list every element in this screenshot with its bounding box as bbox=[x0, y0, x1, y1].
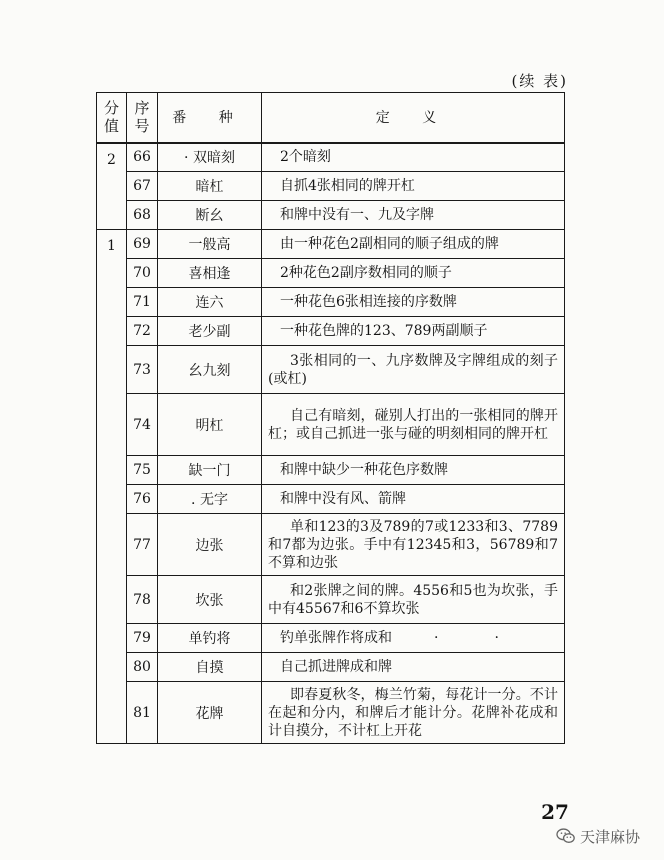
header-definition: 定 义 bbox=[262, 93, 565, 143]
table-row bbox=[97, 682, 565, 744]
definition-cell: 和2张牌之间的牌。4556和5也为坎张，手中有45567和6不算坎张 bbox=[262, 576, 565, 624]
name-cell: 连六 bbox=[158, 288, 262, 317]
name-cell: 断幺 bbox=[158, 201, 262, 230]
watermark bbox=[556, 824, 640, 848]
wechat-icon bbox=[556, 827, 576, 845]
name-cell: 明杠 bbox=[158, 394, 262, 456]
number-cell: 81 bbox=[127, 682, 158, 744]
definition-cell: 一种花色牌的123、789两副顺子 bbox=[262, 317, 565, 346]
number-cell: 69 bbox=[127, 230, 158, 259]
name-cell: 一般高 bbox=[158, 230, 262, 259]
name-cell: . 无字 bbox=[158, 485, 262, 514]
name-cell: 花牌 bbox=[158, 682, 262, 744]
points-cell: 2 bbox=[97, 143, 127, 230]
header-number bbox=[127, 93, 158, 143]
table-header-row bbox=[97, 93, 565, 143]
number-cell: 73 bbox=[127, 346, 158, 394]
table-row bbox=[97, 576, 565, 624]
table-row bbox=[97, 624, 565, 653]
continuation-label: (续 表) bbox=[511, 72, 568, 90]
header-points bbox=[97, 93, 127, 143]
watermark-text: 天津麻协 bbox=[580, 827, 641, 846]
number-cell: 68 bbox=[127, 201, 158, 230]
table-row bbox=[97, 346, 565, 394]
definition-cell: 单和123的3及789的7或1233和3、7789和7都为边张。手中有12345和3，56789和7不算和边张 bbox=[262, 514, 565, 576]
name-cell: 喜相逢 bbox=[158, 259, 262, 288]
table-body bbox=[97, 143, 565, 744]
table-row bbox=[97, 143, 565, 172]
number-cell: 71 bbox=[127, 288, 158, 317]
table-row bbox=[97, 172, 565, 201]
name-cell: 单钓将 bbox=[158, 624, 262, 653]
name-cell: 暗杠 bbox=[158, 172, 262, 201]
name-cell: 老少副 bbox=[158, 317, 262, 346]
definition-cell: 和牌中没有风、箭牌 bbox=[262, 485, 565, 514]
name-cell: 边张 bbox=[158, 514, 262, 576]
definition-cell: 自己抓进牌成和牌 bbox=[262, 653, 565, 682]
name-cell: 自摸 bbox=[158, 653, 262, 682]
number-cell: 76 bbox=[127, 485, 158, 514]
number-cell: 79 bbox=[127, 624, 158, 653]
name-cell: · 双暗刻 bbox=[158, 143, 262, 172]
definition-cell: 2种花色2副序数相同的顺子 bbox=[262, 259, 565, 288]
number-cell: 67 bbox=[127, 172, 158, 201]
table-row bbox=[97, 259, 565, 288]
definition-cell: 和牌中没有一、九及字牌 bbox=[262, 201, 565, 230]
number-cell: 78 bbox=[127, 576, 158, 624]
header-points-label: 分值 bbox=[103, 99, 119, 136]
definition-cell: 一种花色6张相连接的序数牌 bbox=[262, 288, 565, 317]
name-cell: 坎张 bbox=[158, 576, 262, 624]
table-row bbox=[97, 201, 565, 230]
definition-cell: 由一种花色2副相同的顺子组成的牌 bbox=[262, 230, 565, 259]
definition-cell: 和牌中缺少一种花色序数牌 bbox=[262, 456, 565, 485]
number-cell: 70 bbox=[127, 259, 158, 288]
definition-cell: 2个暗刻 bbox=[262, 143, 565, 172]
table-row bbox=[97, 456, 565, 485]
definition-cell: 即春夏秋冬，梅兰竹菊，每花计一分。不计在起和分内，和牌后才能计分。花牌补花成和计自摸分，不计杠上开花 bbox=[262, 682, 565, 744]
table-row bbox=[97, 485, 565, 514]
table-row bbox=[97, 394, 565, 456]
table-row bbox=[97, 653, 565, 682]
header-name: 番 种 bbox=[158, 93, 262, 143]
number-cell: 66 bbox=[127, 143, 158, 172]
table-row bbox=[97, 514, 565, 576]
number-cell: 80 bbox=[127, 653, 158, 682]
table-row bbox=[97, 230, 565, 259]
scoring-table bbox=[96, 92, 565, 744]
number-cell: 72 bbox=[127, 317, 158, 346]
header-number-label: 序号 bbox=[134, 99, 150, 136]
definition-cell: 3张相同的一、九序数牌及字牌组成的刻子(或杠) bbox=[262, 346, 565, 394]
number-cell: 77 bbox=[127, 514, 158, 576]
page-number: 27 bbox=[541, 800, 569, 824]
table-row bbox=[97, 288, 565, 317]
number-cell: 75 bbox=[127, 456, 158, 485]
name-cell: 缺一门 bbox=[158, 456, 262, 485]
definition-cell: 自抓4张相同的牌开杠 bbox=[262, 172, 565, 201]
points-cell: 1 bbox=[97, 230, 127, 744]
table-row bbox=[97, 317, 565, 346]
definition-cell: 自己有暗刻，碰别人打出的一张相同的牌开杠；或自己抓进一张与碰的明刻相同的牌开杠 bbox=[262, 394, 565, 456]
definition-cell: 钓单张牌作将成和 · · bbox=[262, 624, 565, 653]
name-cell: 幺九刻 bbox=[158, 346, 262, 394]
number-cell: 74 bbox=[127, 394, 158, 456]
